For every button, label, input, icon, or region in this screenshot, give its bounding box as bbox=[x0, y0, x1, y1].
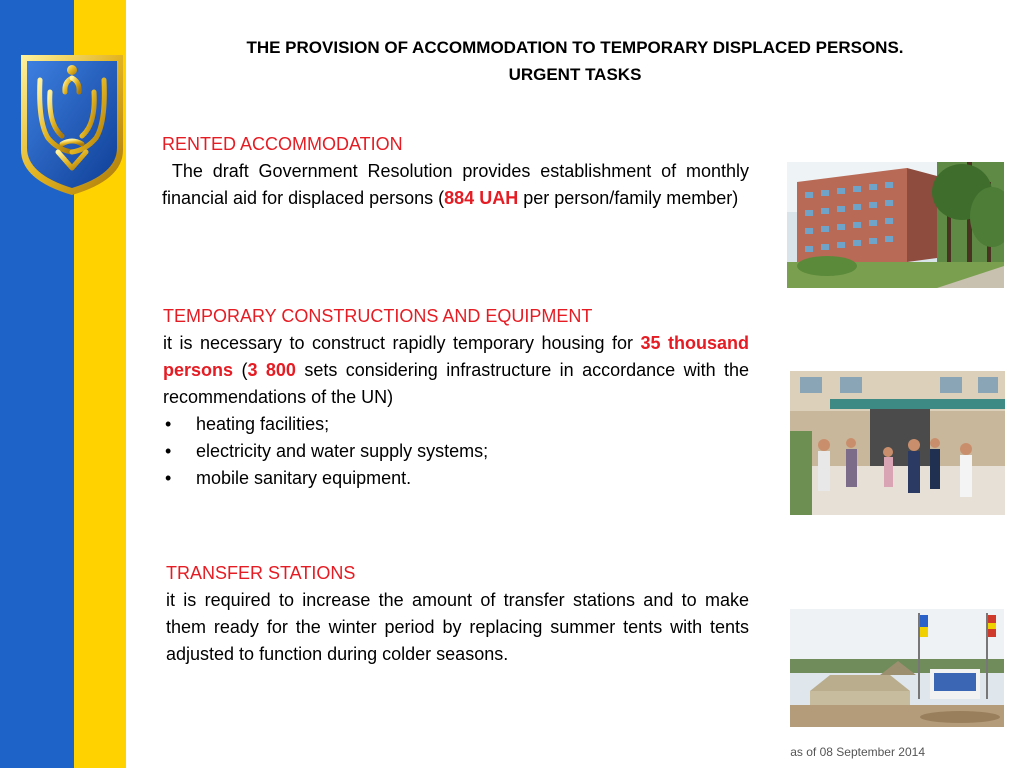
people-near-building-photo bbox=[790, 371, 1005, 515]
temporary-constructions-section bbox=[163, 303, 749, 492]
equipment-list bbox=[163, 411, 749, 492]
temporary-heading: TEMPORARY CONSTRUCTIONS AND EQUIPMENT bbox=[163, 306, 593, 326]
temporary-persons: 35 thousand persons bbox=[163, 333, 749, 380]
tent-camp-photo bbox=[790, 609, 1004, 727]
list-item bbox=[163, 438, 749, 465]
slide-title-line-2: URGENT TASKS bbox=[508, 65, 642, 84]
transfer-text: it is required to increase the amount of transfer stations and to make them ready for the winter period by replacing summer tents with tents adjusted to function during colder seasons. bbox=[166, 590, 749, 664]
list-item-text: heating facilities; bbox=[196, 414, 330, 434]
rented-text-after: per person/family member) bbox=[518, 188, 739, 208]
rented-heading: RENTED ACCOMMODATION bbox=[162, 134, 403, 154]
bullet-icon: • bbox=[165, 468, 172, 488]
apartment-building-photo bbox=[787, 162, 1004, 288]
list-item-text: electricity and water supply systems; bbox=[196, 441, 489, 461]
slide-title-line-1: THE PROVISION OF ACCOMMODATION TO TEMPORARY DISPLACED PERSONS. bbox=[246, 38, 904, 57]
list-item bbox=[163, 465, 749, 492]
rented-accommodation-section bbox=[162, 131, 749, 212]
rented-text bbox=[162, 158, 749, 212]
temporary-sets: 3 800 bbox=[247, 360, 296, 380]
bullet-icon: • bbox=[165, 441, 172, 461]
slide-title bbox=[190, 34, 960, 88]
temporary-text-after: sets considering infrastructure in accordance with the recommendations of the UN) bbox=[163, 360, 750, 407]
transfer-heading: TRANSFER STATIONS bbox=[166, 563, 356, 583]
temporary-text bbox=[163, 330, 749, 411]
date-footer: as of 08 September 2014 bbox=[790, 745, 925, 759]
rented-text-before: The draft Government Resolution provides establishment of monthly financial aid for displaced persons ( bbox=[162, 161, 749, 208]
list-item-text: mobile sanitary equipment. bbox=[196, 468, 412, 488]
rented-amount: 884 UAH bbox=[444, 188, 519, 208]
trident-emblem-icon bbox=[18, 52, 126, 198]
transfer-stations-section bbox=[166, 560, 749, 668]
temporary-text-before: it is necessary to construct rapidly temporary housing for bbox=[163, 333, 641, 353]
list-item bbox=[163, 411, 749, 438]
temporary-text-mid: ( bbox=[233, 360, 248, 380]
bullet-icon: • bbox=[165, 414, 172, 434]
